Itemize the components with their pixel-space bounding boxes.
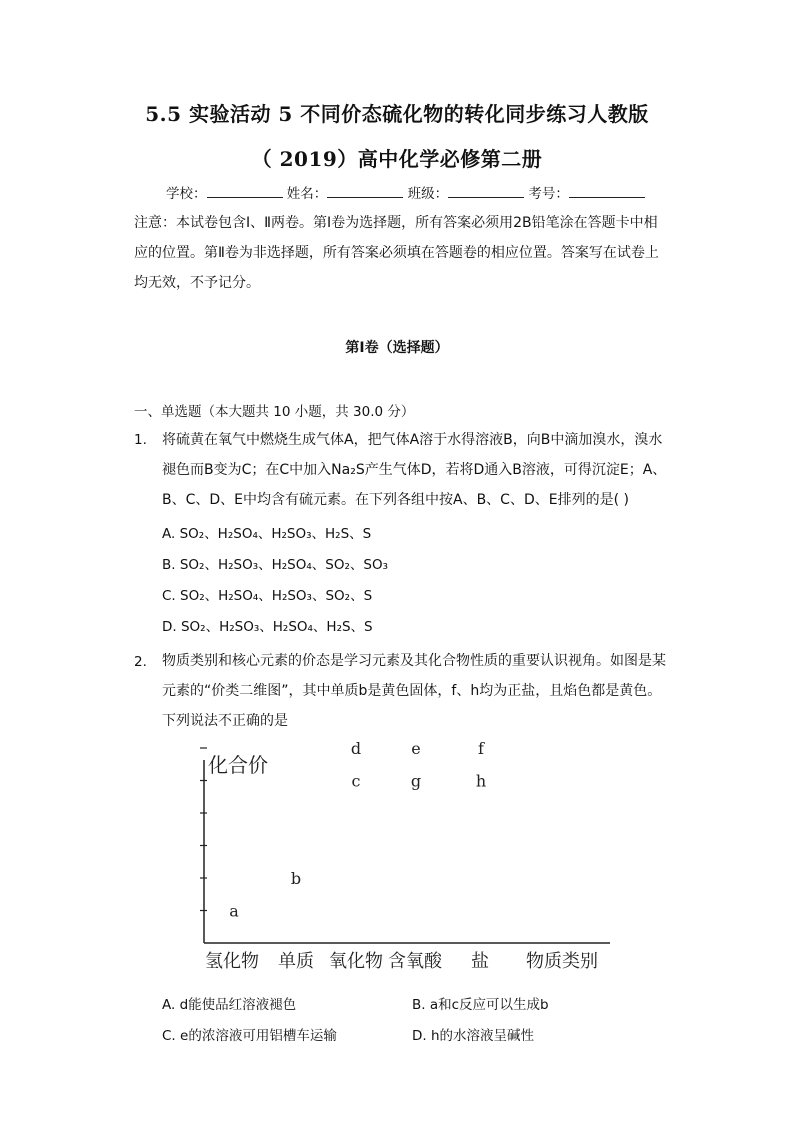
point-c: c — [351, 771, 361, 791]
valence-class-chart — [190, 739, 620, 975]
question-1-number: 1. — [134, 432, 147, 448]
title-line-1: 5.5 实验活动 5 不同价态硫化物的转化同步练习人教版 — [145, 102, 649, 126]
question-1-option-b[interactable]: B. SO₂、H₂SO₃、H₂SO₄、SO₂、SO₃ — [162, 557, 389, 573]
exam-no-label: 考号： — [528, 186, 569, 202]
section-title: 第Ⅰ卷（选择题） — [345, 340, 449, 356]
title-line-2: （ 2019）高中化学必修第二册 — [251, 147, 543, 171]
student-info-line — [166, 182, 645, 202]
question-2-text: 物质类别和核心元素的价态是学习元素及其化合物性质的重要认识视角。如图是某元素的“价类二维图”，其中单质b是黄色固体，f、h均为正盐，且焰色都是黄色。下列说法不正确的是 — [162, 653, 666, 729]
name-blank[interactable] — [327, 184, 403, 198]
x-axis-label: 物质类别 — [526, 951, 598, 972]
point-e: e — [411, 739, 421, 758]
question-2-option-d[interactable]: D. h的水溶液呈碱性 — [412, 1028, 535, 1044]
question-1-option-d[interactable]: D. SO₂、H₂SO₃、H₂SO₄、H₂S、S — [162, 619, 373, 635]
point-g: g — [410, 771, 422, 791]
question-2-option-c[interactable]: C. e的浓溶液可用铝槽车运输 — [162, 1028, 337, 1044]
exam-no-blank[interactable] — [569, 184, 645, 198]
x-category-label: 含氧酸 — [388, 951, 442, 972]
section-heading: 一、单选题（本大题共 10 小题，共 30.0 分） — [134, 404, 415, 420]
class-blank[interactable] — [448, 184, 524, 198]
point-h: h — [475, 771, 487, 791]
question-1-option-c[interactable]: C. SO₂、H₂SO₄、H₂SO₃、SO₂、S — [162, 588, 373, 604]
point-b: b — [290, 869, 302, 888]
y-axis-label: 化合价 — [208, 753, 268, 777]
notice-paragraph: 注意：本试卷包含Ⅰ、Ⅱ两卷。第Ⅰ卷为选择题，所有答案必须用2B铅笔涂在答题卡中相应的位置。第Ⅱ卷为非选择题，所有答案必须填在答题卷的相应位置。答案写在试卷上均无效，不予记分。 — [134, 215, 659, 291]
question-1-text: 将硫黄在氧气中燃烧生成气体A，把气体A溶于水得溶液B，向B中滴加溴水，溴水褪色而B变为C；在C中加入Na₂S产生气体D，若将D通入B溶液，可得沉淀E；A、B、C、D、E中均含有硫元素。在下列各组中按A、B、C、D、E排列的是( ) — [162, 432, 667, 508]
question-2-number: 2. — [134, 654, 147, 670]
question-2-option-a[interactable]: A. d能使品红溶液褪色 — [162, 997, 297, 1013]
school-blank[interactable] — [207, 184, 283, 198]
point-a: a — [229, 901, 239, 921]
question-2-option-b[interactable]: B. a和c反应可以生成b — [412, 997, 549, 1013]
x-category-label: 氢化物 — [205, 951, 259, 972]
x-category-label: 单质 — [278, 951, 314, 972]
question-1-option-a[interactable]: A. SO₂、H₂SO₄、H₂SO₃、H₂S、S — [162, 526, 372, 542]
x-category-label: 盐 — [471, 951, 489, 972]
point-f: f — [478, 739, 484, 758]
point-d: d — [350, 739, 362, 758]
class-label: 班级： — [407, 186, 449, 202]
name-label: 姓名： — [286, 186, 328, 202]
x-category-label: 氧化物 — [329, 951, 383, 972]
school-label: 学校： — [166, 186, 207, 202]
